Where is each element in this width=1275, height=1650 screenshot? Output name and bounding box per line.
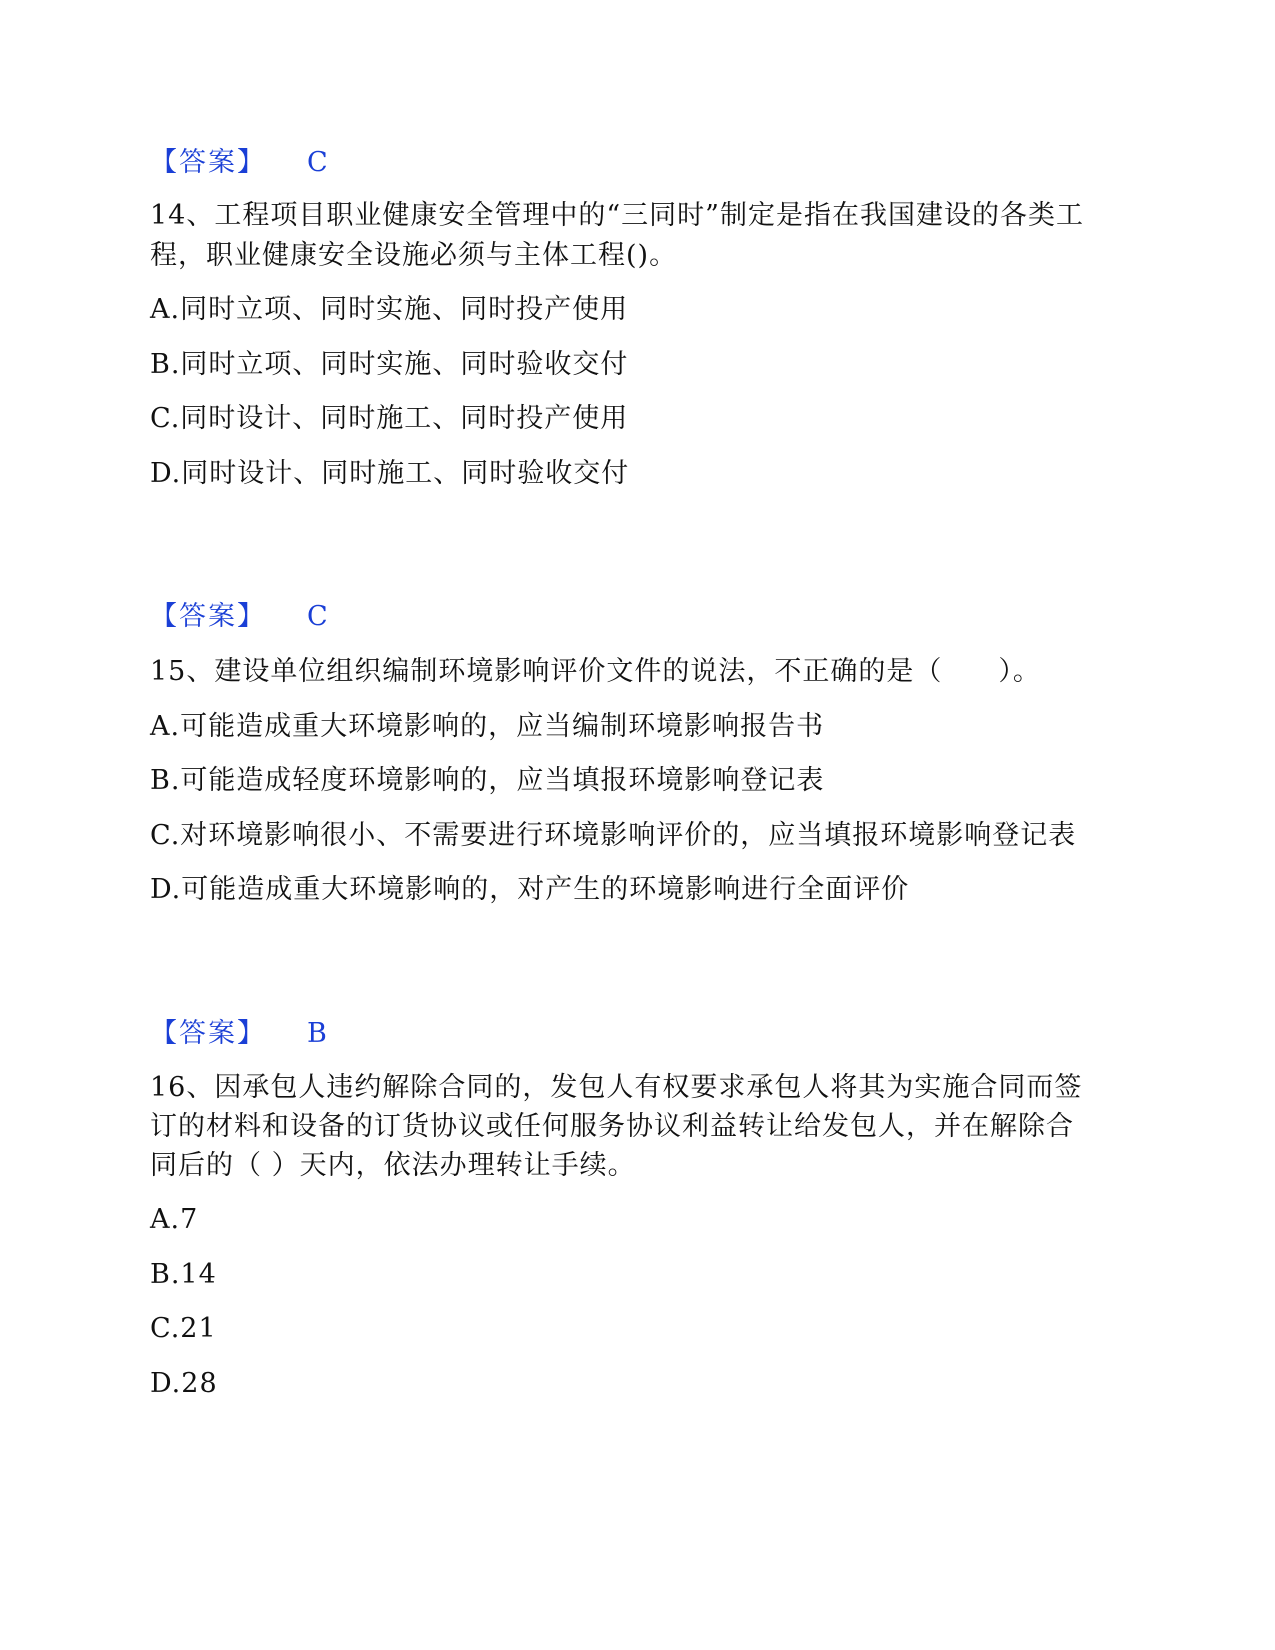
answer-row [150,597,328,637]
option-d: D.同时设计、同时施工、同时验收交付 [150,458,630,489]
option-b: B.14 [150,1259,217,1290]
answer-value: B [307,1018,327,1049]
option-d: D.28 [150,1368,218,1399]
answer-label: 【答案】 [150,1018,266,1049]
question-stem-line: 同后的（ ）天内，依法办理转让手续。 [150,1150,636,1181]
answer-row [150,143,328,183]
option-a: A.同时立项、同时实施、同时投产使用 [150,294,629,325]
question-stem-line: 16、因承包人违约解除合同的，发包人有权要求承包人将其为实施合同而签 [150,1072,1083,1103]
option-a: A.7 [150,1204,199,1235]
option-b: B.同时立项、同时实施、同时验收交付 [150,349,629,380]
question-stem-line: 15、建设单位组织编制环境影响评价文件的说法，不正确的是（ ）。 [150,656,1041,687]
option-c: C.21 [150,1313,217,1344]
answer-value: C [307,601,328,632]
option-b: B.可能造成轻度环境影响的，应当填报环境影响登记表 [150,765,825,796]
question-stem-line: 订的材料和设备的订货协议或任何服务协议利益转让给发包人，并在解除合 [150,1111,1074,1142]
answer-value: C [307,147,328,178]
question-stem-line: 14、工程项目职业健康安全管理中的“三同时”制定是指在我国建设的各类工 [150,200,1084,231]
question-stem-line: 程，职业健康安全设施必须与主体工程()。 [150,240,678,271]
option-c: C.同时设计、同时施工、同时投产使用 [150,403,629,434]
option-d: D.可能造成重大环境影响的，对产生的环境影响进行全面评价 [150,874,910,905]
option-a: A.可能造成重大环境影响的，应当编制环境影响报告书 [150,711,825,742]
answer-row [150,1014,327,1054]
option-c: C.对环境影响很小、不需要进行环境影响评价的，应当填报环境影响登记表 [150,820,1077,851]
answer-label: 【答案】 [150,601,266,632]
answer-label: 【答案】 [150,147,266,178]
